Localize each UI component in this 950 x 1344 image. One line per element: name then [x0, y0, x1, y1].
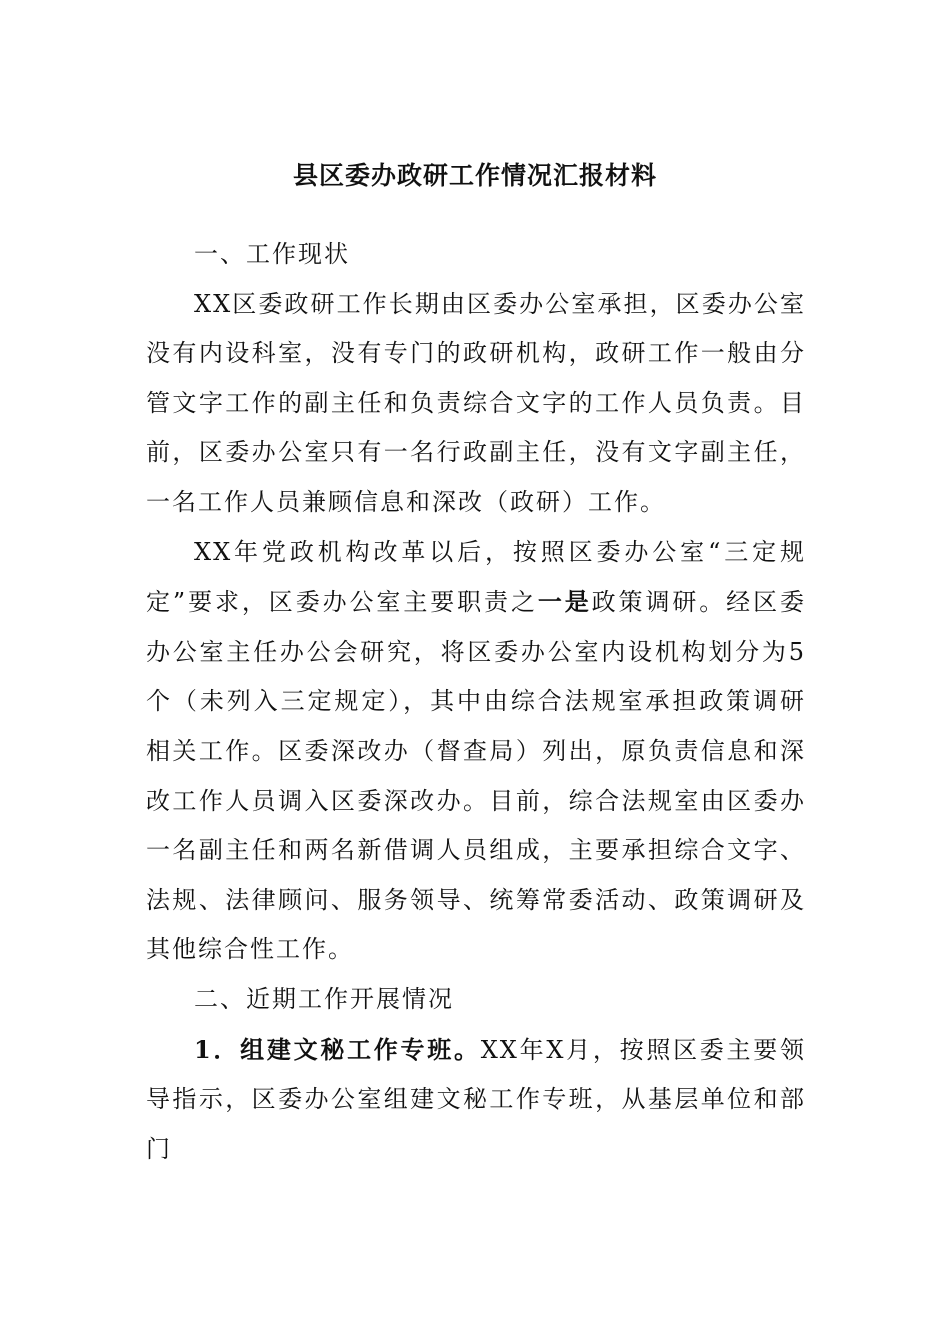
- paragraph-3-subheading: 1．组建文秘工作专班。: [194, 1034, 481, 1064]
- paragraph-1: XX区委政研工作长期由区委办公室承担，区委办公室没有内设科室，没有专门的政研机构，政研工作一般由分管文字工作的副主任和负责综合文字的工作人员负责。目前，区委办公室只有一名行政副主任，没有文字副主任，一名工作人员兼顾信息和深改（政研）工作。: [146, 289, 806, 516]
- document-body: [146, 230, 806, 1174]
- paragraph-2-part-b: 政策调研。经区委办公室主任办公会研究，将区委办公室内设机构划分为5个（未列入三定规定），其中由综合法规室承担政策调研相关工作。区委深改办（督查局）列出，原负责信息和深改工作人员调入区委深改办。目前，综合法规室由区委办一名副主任和两名新借调人员组成，主要承担综合文字、法规、法律顾问、服务领导、统筹常委活动、政策调研及其他综合性工作。: [146, 588, 806, 964]
- paragraph-3-text: XX年X月，按照区委主要领导指示，区委办公室组建文秘工作专班，从基层单位和部门: [146, 1035, 806, 1163]
- paragraph-2: [146, 528, 806, 975]
- paragraph-2-emphasis: 一是: [537, 587, 592, 617]
- paragraph-3: [146, 1025, 806, 1175]
- paragraph-2-part-a: XX年党政机构改革以后，按照区委办公室“三定规定”要求，区委办公室主要职责之: [146, 537, 806, 617]
- section-heading-2: 二、近期工作开展情况: [194, 984, 454, 1013]
- section-heading-1: 一、工作现状: [194, 240, 350, 268]
- document-title: 县区委办政研工作情况汇报材料: [292, 161, 657, 190]
